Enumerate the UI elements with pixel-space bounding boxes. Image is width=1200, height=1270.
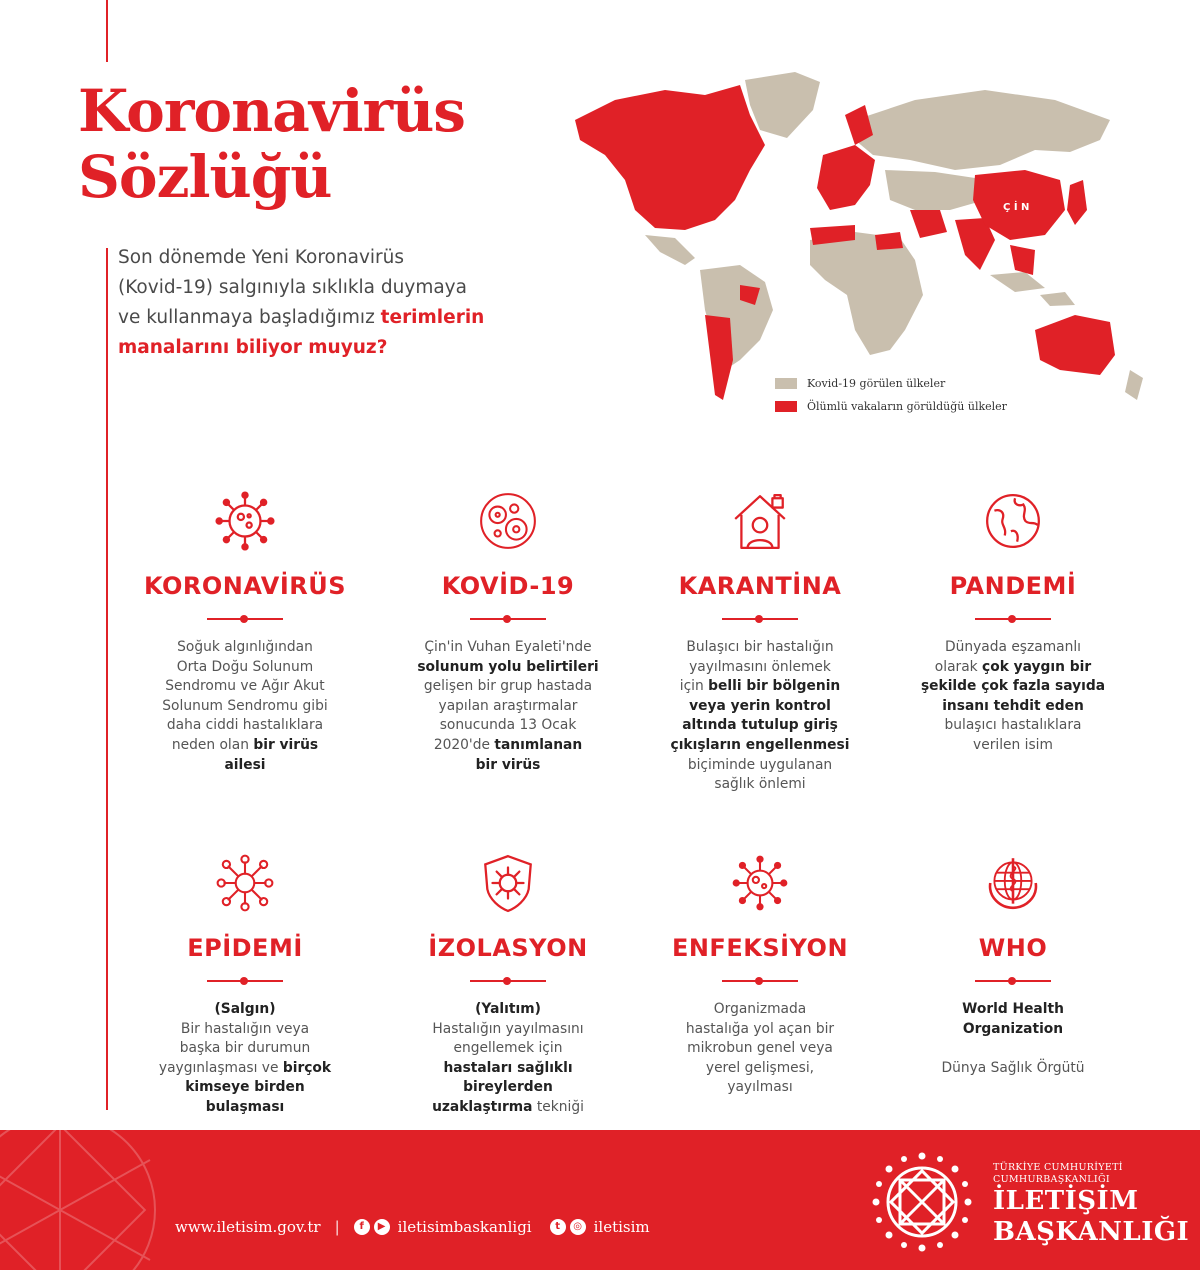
definition-bold-text: çok yaygın bir [982, 658, 1092, 675]
quarantine-house-icon [655, 490, 865, 552]
definition-line [403, 1098, 613, 1118]
term-card [140, 852, 350, 1118]
term-divider [975, 618, 1051, 620]
definition-text: bulaşıcı hastalıklara [944, 717, 1082, 734]
term-divider [722, 618, 798, 620]
definition-line [908, 716, 1118, 736]
definition-line [908, 1000, 1118, 1020]
legend-label-cases: Kovid-19 görülen ülkeler [807, 377, 946, 390]
definition-bold-text: ailesi [224, 756, 266, 773]
definition-text: 2020'de [433, 736, 495, 753]
definition-line [655, 1039, 865, 1059]
definition-bold-text: insanı tehdit eden [942, 697, 1084, 714]
definition-text: mikrobun genel veya [687, 1040, 833, 1057]
page-title [78, 78, 465, 210]
term-divider [207, 618, 283, 620]
page-title-line-1: Koronavirüs [78, 77, 465, 145]
website-link[interactable]: www.iletisim.gov.tr [175, 1218, 321, 1236]
term-title: ENFEKSİYON [671, 934, 849, 962]
definition-bold-text: (Salgın) [214, 1001, 276, 1017]
map-legend [775, 372, 1007, 418]
definition-text: Dünya Sağlık Örgütü [941, 1059, 1085, 1076]
definition-bold-text: Organization [962, 1020, 1064, 1037]
term-definition [908, 638, 1118, 756]
definition-text: için [679, 678, 709, 695]
term-definition [655, 638, 865, 795]
term-definition [403, 1000, 613, 1118]
definition-bold-text: şekilde çok fazla sayıda [920, 678, 1106, 695]
definition-text: Organizmada [713, 1001, 807, 1017]
term-divider [470, 980, 546, 982]
bacteria-icon [655, 852, 865, 914]
definition-line [140, 1039, 350, 1059]
definition-text: başka bir durumun [179, 1040, 311, 1057]
intro-text [118, 243, 538, 363]
legend-label-deaths: Ölümlü vakaların görüldüğü ülkeler [807, 400, 1007, 413]
definition-line [655, 697, 865, 717]
term-definition [908, 1000, 1118, 1078]
shield-virus-icon [403, 852, 613, 914]
definition-line [655, 756, 865, 776]
definition-text: engellemek için [453, 1040, 563, 1057]
definition-bold-text: tanımlanan [494, 736, 583, 753]
definition-line [403, 1020, 613, 1040]
organization-name [993, 1162, 1189, 1248]
definition-line [140, 658, 350, 678]
definition-line [655, 1000, 865, 1020]
definition-text: Sendromu ve Ağır Akut [165, 678, 325, 695]
globe-icon [908, 490, 1118, 552]
definition-bold-text: hastaları sağlıklı [443, 1059, 573, 1076]
footer-separator: | [334, 1218, 340, 1236]
definition-line [403, 1059, 613, 1079]
youtube-icon[interactable]: ▶ [374, 1219, 390, 1235]
definition-line [908, 677, 1118, 697]
twitter-icon[interactable]: t [550, 1219, 566, 1235]
org-line-1: TÜRKİYE CUMHURİYETİ [993, 1162, 1123, 1173]
definition-line [908, 658, 1118, 678]
definition-line [403, 658, 613, 678]
decorative-pattern [0, 1130, 180, 1270]
definition-line [655, 1078, 865, 1098]
definition-text: verilen isim [973, 736, 1053, 753]
legend-item-cases [775, 372, 1007, 395]
definition-line [403, 1039, 613, 1059]
definition-line [140, 736, 350, 756]
definition-text: Çin'in Vuhan Eyaleti'nde [424, 639, 592, 655]
definition-line [403, 716, 613, 736]
term-definition [140, 1000, 350, 1118]
definition-bold-text: altında tutulup giriş [682, 717, 838, 734]
definition-bold-text: solunum yolu belirtileri [417, 658, 599, 675]
term-title: EPİDEMİ [187, 934, 303, 962]
definition-text: neden olan [171, 736, 254, 753]
footer-links [175, 1218, 650, 1236]
definition-text: yayılması [727, 1079, 793, 1096]
definition-line [655, 716, 865, 736]
term-divider [722, 980, 798, 982]
definition-bold-text: veya yerin kontrol [689, 697, 831, 714]
definition-bold-text: birçok [282, 1059, 332, 1076]
social-handle-2[interactable]: iletisim [593, 1218, 650, 1236]
definition-line [908, 697, 1118, 717]
definition-text: Bir hastalığın veya [180, 1020, 310, 1037]
world-map [555, 60, 1155, 420]
term-card [403, 852, 613, 1118]
definition-line [140, 1078, 350, 1098]
definition-text: yayılmasını önlemek [689, 658, 831, 675]
definition-line [655, 1020, 865, 1040]
definition-bold-text: bireylerden [463, 1079, 553, 1096]
definition-line [908, 1039, 1118, 1059]
org-line-3: İLETİŞİM [993, 1186, 1139, 1216]
definition-line [908, 638, 1118, 658]
social-handle-1[interactable]: iletisimbaskanligi [397, 1218, 532, 1236]
definition-line [655, 775, 865, 795]
legend-item-deaths [775, 395, 1007, 418]
definition-bold-text: çıkışların engellenmesi [670, 736, 850, 753]
page-title-line-2: Sözlüğü [78, 143, 332, 211]
definition-bold-text: kimseye birden [185, 1079, 305, 1096]
virus-icon [140, 490, 350, 552]
term-card [908, 490, 1118, 756]
term-divider [207, 980, 283, 982]
term-definition [655, 1000, 865, 1098]
definition-line [655, 1059, 865, 1079]
intro-line-3-highlight: terimlerin [380, 307, 485, 328]
term-title: İZOLASYON [428, 934, 588, 962]
definition-line [403, 1000, 613, 1020]
term-title: KARANTİNA [678, 572, 842, 600]
definition-text: yaygınlaşması ve [158, 1059, 283, 1076]
definition-text: biçiminde uygulanan [687, 756, 833, 773]
decorative-side-line [106, 248, 108, 1110]
term-card [908, 852, 1118, 1078]
definition-line [140, 677, 350, 697]
term-title: KOVİD-19 [441, 572, 575, 600]
term-definition [403, 638, 613, 775]
who-emblem-icon [908, 852, 1118, 914]
definition-line [140, 756, 350, 776]
term-title: PANDEMİ [949, 572, 1077, 600]
definition-line [403, 756, 613, 776]
definition-line [908, 1020, 1118, 1040]
definition-bold-text: belli bir bölgenin [708, 678, 841, 695]
legend-swatch-red [775, 401, 797, 412]
definition-text: daha ciddi hastalıklara [166, 717, 324, 734]
definition-bold-text: bulaşması [205, 1098, 285, 1115]
definition-text: hastalığa yol açan bir [685, 1020, 835, 1037]
definition-bold-text: bir virüs [253, 736, 319, 753]
definition-line [403, 1078, 613, 1098]
definition-text: Soğuk algınlığından [177, 639, 313, 655]
term-card [140, 490, 350, 775]
definition-line [655, 677, 865, 697]
definition-text: olarak [934, 658, 983, 675]
definition-bold-text: uzaklaştırma [432, 1098, 533, 1115]
term-card [403, 490, 613, 775]
term-card [655, 490, 865, 795]
definition-text: yerel gelişmesi, [705, 1059, 815, 1076]
facebook-icon[interactable]: f [354, 1219, 370, 1235]
definition-line [403, 736, 613, 756]
definition-line [403, 697, 613, 717]
intro-line-2: (Kovid-19) salgınıyla sıklıkla duymaya [118, 277, 467, 298]
decorative-top-line [106, 0, 108, 62]
intro-line-3 [118, 303, 538, 333]
term-title: WHO [978, 934, 1048, 962]
definition-line [655, 736, 865, 756]
china-label: Ç İ N [1003, 202, 1030, 213]
definition-text: Hastalığın yayılmasını [432, 1020, 584, 1037]
definition-line [140, 638, 350, 658]
term-divider [975, 980, 1051, 982]
term-card [655, 852, 865, 1098]
intro-line-1: Son dönemde Yeni Koronavirüs [118, 247, 405, 268]
iletisim-baskanligi-logo [870, 1150, 974, 1254]
definition-text: Orta Doğu Solunum [176, 658, 314, 675]
definition-line [140, 1098, 350, 1118]
definition-text: Bulaşıcı bir hastalığın [686, 639, 834, 655]
definition-line [403, 638, 613, 658]
definition-bold-text: World Health [962, 1001, 1064, 1017]
definition-line [655, 638, 865, 658]
term-divider [470, 618, 546, 620]
definition-line [140, 716, 350, 736]
network-virus-icon [140, 852, 350, 914]
definition-line [655, 658, 865, 678]
definition-line [140, 1059, 350, 1079]
definition-line [908, 1059, 1118, 1079]
intro-line-4-highlight: manalarını biliyor muyuz? [118, 337, 388, 358]
definition-line [140, 1000, 350, 1020]
org-line-4: BAŞKANLIĞI [993, 1217, 1190, 1247]
definition-text: Dünyada eşzamanlı [944, 639, 1081, 655]
microbes-icon [403, 490, 613, 552]
definition-bold-text: (Yalıtım) [475, 1001, 541, 1017]
definition-line [140, 697, 350, 717]
definition-line [908, 736, 1118, 756]
definition-line [403, 677, 613, 697]
intro-line-3-plain: ve kullanmaya başladığımız [118, 307, 381, 328]
legend-swatch-gray [775, 378, 797, 389]
term-definition [140, 638, 350, 775]
term-title: KORONAVİRÜS [143, 572, 347, 600]
definition-text: sonucunda 13 Ocak [439, 717, 577, 734]
definition-line [140, 1020, 350, 1040]
definition-text: yapılan araştırmalar [438, 697, 578, 714]
org-line-2: CUMHURBAŞKANLIĞI [993, 1174, 1110, 1185]
definition-text: gelişen bir grup hastada [423, 678, 593, 695]
definition-text: tekniği [532, 1098, 584, 1115]
definition-bold-text: bir virüs [475, 756, 541, 773]
footer [0, 1130, 1200, 1270]
definition-text: sağlık önlemi [714, 776, 806, 793]
instagram-icon[interactable]: ◎ [570, 1219, 586, 1235]
definition-text: Solunum Sendromu gibi [162, 697, 328, 714]
